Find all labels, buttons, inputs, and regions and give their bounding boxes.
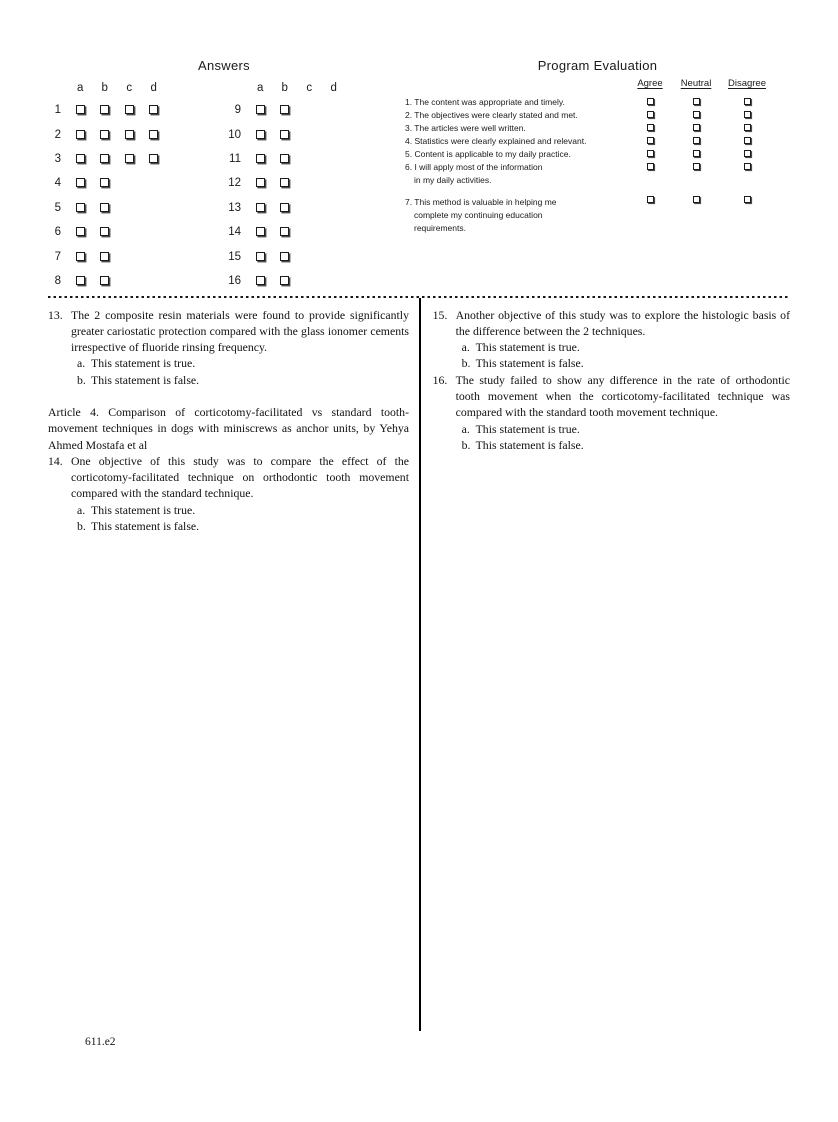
eval-box-cell <box>627 187 673 203</box>
answer-checkbox-q6-a[interactable] <box>76 227 85 236</box>
answer-option-b <box>462 355 790 371</box>
answer-checkbox-q15-a[interactable] <box>256 252 265 261</box>
answer-checkbox-q4-a[interactable] <box>76 178 85 187</box>
eval-checkbox-1-disagree[interactable] <box>744 98 751 105</box>
question-text: Another objective of this study was to explore the histologic basis of the difference between the 2 techniques. <box>455 307 790 338</box>
eval-box-cell <box>673 96 719 105</box>
answer-row-number-15: 15 <box>228 250 241 263</box>
eval-checkbox-3-agree[interactable] <box>647 124 654 131</box>
answers-title: Answers <box>198 58 250 73</box>
answer-cell-13-a <box>256 199 265 217</box>
answer-col-header-b: b <box>281 82 288 94</box>
option-text: This statement is false. <box>91 519 200 534</box>
answer-option-a <box>77 502 409 518</box>
answer-cell-9-b <box>280 101 289 119</box>
option-letter: b. <box>461 437 471 452</box>
answer-cell-1-d <box>149 101 158 119</box>
answer-checkbox-q14-b[interactable] <box>280 227 289 236</box>
option-letter: b. <box>77 372 86 387</box>
option-text: This statement is true. <box>475 421 580 436</box>
answer-checkbox-q10-b[interactable] <box>280 130 289 139</box>
eval-box-cell <box>673 148 719 157</box>
answer-option-b <box>77 372 409 388</box>
answer-checkbox-q15-b[interactable] <box>280 252 289 261</box>
answer-cell-11-a <box>256 150 265 168</box>
answer-checkbox-q1-a[interactable] <box>76 105 85 114</box>
eval-item-line: complete my continuing education <box>414 210 543 220</box>
answer-cell-7-a <box>76 248 85 266</box>
eval-item-5 <box>405 148 627 161</box>
eval-item-3 <box>405 122 627 135</box>
answers-grids <box>48 78 346 293</box>
answer-row-number-5: 5 <box>54 201 61 214</box>
eval-box-cell <box>719 109 775 118</box>
answer-checkbox-q2-a[interactable] <box>76 130 85 139</box>
eval-checkbox-1-neutral[interactable] <box>693 98 700 105</box>
answer-row-number-12: 12 <box>228 177 241 190</box>
eval-checkbox-5-agree[interactable] <box>647 150 654 157</box>
eval-checkbox-2-disagree[interactable] <box>744 111 751 118</box>
eval-col-header-label: Disagree <box>727 78 767 89</box>
answer-row-number-14: 14 <box>228 226 241 239</box>
answer-checkbox-q2-b[interactable] <box>100 130 109 139</box>
question-body <box>456 307 790 372</box>
answer-cell-2-d <box>149 126 158 144</box>
answer-cell-8-a <box>76 272 85 290</box>
answer-row-number-8: 8 <box>54 274 61 287</box>
eval-item-line: 1. The content was appropriate and timely. <box>405 97 565 107</box>
answer-checkbox-q8-a[interactable] <box>76 276 85 285</box>
option-text: This statement is true. <box>91 502 196 517</box>
eval-box-cell <box>627 148 673 157</box>
answer-cell-1-c <box>125 101 134 119</box>
answer-checkbox-q13-a[interactable] <box>256 203 265 212</box>
eval-box-cell <box>673 135 719 144</box>
answer-checkbox-q16-a[interactable] <box>256 276 265 285</box>
answers-grid-left <box>48 78 166 293</box>
answer-checkbox-q6-b[interactable] <box>100 227 109 236</box>
article-heading: Article 4. Comparison of corticotomy-facilitated vs standard tooth-movement techniques in dogs with miniscrews as anchor units, by Yehya Ahmed Mostafa et al <box>48 404 409 452</box>
eval-checkbox-3-neutral[interactable] <box>693 124 700 131</box>
answer-cell-14-b <box>280 223 289 241</box>
answer-checkbox-q13-b[interactable] <box>280 203 289 212</box>
answer-checkbox-q10-a[interactable] <box>256 130 265 139</box>
eval-checkbox-2-agree[interactable] <box>647 111 654 118</box>
answer-checkbox-q12-b[interactable] <box>280 178 289 187</box>
question-13 <box>48 307 409 388</box>
question-number: 15. <box>432 307 448 322</box>
eval-item-7 <box>405 187 627 235</box>
eval-box-cell <box>719 187 775 203</box>
answer-checkbox-q9-a[interactable] <box>256 105 265 114</box>
eval-box-cell <box>673 122 719 131</box>
answer-row-number-3: 3 <box>54 152 61 165</box>
answer-row-number-11: 11 <box>229 152 241 165</box>
answer-cell-7-b <box>100 248 109 266</box>
answer-checkbox-q7-b[interactable] <box>100 252 109 261</box>
answer-col-header-d: d <box>150 82 157 94</box>
eval-col-header-agree <box>627 78 673 96</box>
option-text: This statement is true. <box>475 340 580 355</box>
eval-item-line: 5. Content is applicable to my daily practice. <box>405 149 571 159</box>
eval-checkbox-2-neutral[interactable] <box>693 111 700 118</box>
answer-option-a <box>462 339 790 355</box>
answer-checkbox-q7-a[interactable] <box>76 252 85 261</box>
eval-col-header-label: Neutral <box>680 78 712 89</box>
answer-cell-5-a <box>76 199 85 217</box>
answer-cell-9-a <box>256 101 265 119</box>
eval-box-cell <box>719 135 775 144</box>
answer-cell-3-a <box>76 150 85 168</box>
answer-checkbox-q16-b[interactable] <box>280 276 289 285</box>
eval-box-cell <box>627 96 673 105</box>
answer-cell-4-b <box>100 174 109 192</box>
eval-item-line: 3. The articles were well written. <box>405 123 526 133</box>
eval-box-cell <box>627 109 673 118</box>
question-text: The 2 composite resin materials were found to provide significantly greater cariostatic protection compared with the glass ionomer cements irrespective of fluoride rinsing frequency. <box>71 307 409 355</box>
answer-checkbox-q14-a[interactable] <box>256 227 265 236</box>
answer-cell-6-b <box>100 223 109 241</box>
option-letter: a. <box>461 340 470 355</box>
answer-row-number-13: 13 <box>228 201 241 214</box>
eval-checkbox-4-disagree[interactable] <box>744 137 751 144</box>
eval-item-4 <box>405 135 627 148</box>
eval-box-cell <box>719 148 775 157</box>
answer-option-b <box>462 437 790 453</box>
eval-item-2 <box>405 109 627 122</box>
answer-col-header-d: d <box>330 82 337 94</box>
answer-option-b <box>77 518 409 534</box>
answer-cell-15-b <box>280 248 289 266</box>
answer-cell-15-a <box>256 248 265 266</box>
answer-row-number-7: 7 <box>54 250 61 263</box>
answer-checkbox-q1-d[interactable] <box>149 105 158 114</box>
answer-cell-14-a <box>256 223 265 241</box>
question-14 <box>48 453 409 534</box>
eval-box-cell <box>719 161 775 170</box>
answer-cell-1-b <box>100 101 109 119</box>
answer-cell-12-a <box>256 174 265 192</box>
answer-checkbox-q1-b[interactable] <box>100 105 109 114</box>
answer-cell-16-a <box>256 272 265 290</box>
question-number: 14. <box>48 453 63 468</box>
answer-checkbox-q3-b[interactable] <box>100 154 109 163</box>
eval-item-line: 2. The objectives were clearly stated and met. <box>405 110 578 120</box>
answer-cell-2-c <box>125 126 134 144</box>
evaluation-table <box>405 78 790 235</box>
answer-row-number-9: 9 <box>234 104 241 117</box>
answer-cell-1-a <box>76 101 85 119</box>
answer-checkbox-q11-b[interactable] <box>280 154 289 163</box>
answer-cell-3-b <box>100 150 109 168</box>
option-letter: a. <box>77 502 86 517</box>
eval-box-cell <box>673 109 719 118</box>
eval-box-cell <box>719 96 775 105</box>
form-header-section <box>48 58 790 296</box>
answer-col-header-c: c <box>126 82 133 94</box>
answer-cell-12-b <box>280 174 289 192</box>
answer-cell-16-b <box>280 272 289 290</box>
answer-cell-5-b <box>100 199 109 217</box>
eval-item-1 <box>405 96 627 109</box>
answer-checkbox-q5-a[interactable] <box>76 203 85 212</box>
eval-checkbox-5-neutral[interactable] <box>693 150 700 157</box>
answer-cell-2-a <box>76 126 85 144</box>
answer-col-header-a: a <box>77 82 84 94</box>
answer-checkbox-q4-b[interactable] <box>100 178 109 187</box>
answer-row-number-4: 4 <box>54 177 61 190</box>
question-body <box>456 372 790 453</box>
eval-col-header-neutral <box>673 78 719 96</box>
eval-checkbox-5-disagree[interactable] <box>744 150 751 157</box>
answers-grid-right <box>228 78 346 293</box>
eval-checkbox-1-agree[interactable] <box>647 98 654 105</box>
option-letter: b. <box>77 519 86 534</box>
eval-checkbox-4-agree[interactable] <box>647 137 654 144</box>
answer-row-number-2: 2 <box>54 128 61 141</box>
answer-col-header-b: b <box>101 82 108 94</box>
question-number: 16. <box>432 372 448 387</box>
eval-item-line: 4. Statistics were clearly explained and relevant. <box>405 136 587 146</box>
answer-checkbox-q3-a[interactable] <box>76 154 85 163</box>
eval-box-cell <box>627 135 673 144</box>
eval-box-cell <box>627 161 673 170</box>
eval-checkbox-7-neutral[interactable] <box>693 196 700 203</box>
option-text: This statement is true. <box>91 356 196 371</box>
eval-item-line: in my daily activities. <box>414 175 492 185</box>
option-letter: a. <box>461 421 470 436</box>
answer-row-number-6: 6 <box>54 226 61 239</box>
eval-checkbox-6-disagree[interactable] <box>744 163 751 170</box>
answer-row-number-16: 16 <box>228 274 241 287</box>
option-letter: a. <box>77 356 86 371</box>
question-body <box>71 307 409 388</box>
question-15 <box>433 307 790 372</box>
answer-checkbox-q2-c[interactable] <box>125 130 134 139</box>
eval-box-cell <box>673 161 719 170</box>
answer-cell-8-b <box>100 272 109 290</box>
eval-item-line: 6. I will apply most of the information <box>405 162 543 172</box>
answer-checkbox-q3-d[interactable] <box>149 154 158 163</box>
eval-checkbox-4-neutral[interactable] <box>693 137 700 144</box>
option-letter: b. <box>461 356 471 371</box>
answer-cell-3-c <box>125 150 134 168</box>
answers-section <box>48 58 346 296</box>
answer-col-header-a: a <box>257 82 264 94</box>
answer-cell-10-a <box>256 126 265 144</box>
answer-cell-13-b <box>280 199 289 217</box>
answer-row-number-1: 1 <box>54 104 61 117</box>
eval-box-cell <box>627 122 673 131</box>
answer-checkbox-q5-b[interactable] <box>100 203 109 212</box>
answer-checkbox-q2-d[interactable] <box>149 130 158 139</box>
answer-checkbox-q9-b[interactable] <box>280 105 289 114</box>
answer-cell-3-d <box>149 150 158 168</box>
answer-cell-2-b <box>100 126 109 144</box>
eval-box-cell <box>719 122 775 131</box>
program-evaluation-section <box>405 58 790 296</box>
question-body <box>71 453 409 534</box>
questions-section <box>48 298 790 1031</box>
eval-checkbox-6-neutral[interactable] <box>693 163 700 170</box>
question-16 <box>433 372 790 453</box>
question-text: The study failed to show any difference in the rate of orthodontic tooth movement when the corticotomy-facilitated technique was compared with the standard tooth movement technique. <box>455 372 790 420</box>
answer-cell-10-b <box>280 126 289 144</box>
answer-option-a <box>77 355 409 371</box>
answer-cell-4-a <box>76 174 85 192</box>
questions-column-left <box>48 298 419 1031</box>
questions-column-right <box>421 298 790 1031</box>
eval-col-header-disagree <box>719 78 775 96</box>
program-evaluation-title: Program Evaluation <box>537 58 658 73</box>
question-text: One objective of this study was to compare the effect of the corticotomy-facilitated technique on orthodontic tooth movement compared with the standard technique. <box>71 453 409 501</box>
answer-option-a <box>462 421 790 437</box>
answer-row-number-10: 10 <box>228 128 241 141</box>
answer-cell-11-b <box>280 150 289 168</box>
answer-checkbox-q11-a[interactable] <box>256 154 265 163</box>
page-number: 611.e2 <box>85 1035 116 1048</box>
option-text: This statement is false. <box>91 372 200 387</box>
answer-col-header-c: c <box>306 82 313 94</box>
answer-checkbox-q1-c[interactable] <box>125 105 134 114</box>
eval-item-line: requirements. <box>414 223 466 233</box>
eval-checkbox-7-agree[interactable] <box>647 196 654 203</box>
answer-cell-6-a <box>76 223 85 241</box>
eval-col-header-label: Agree <box>637 78 663 89</box>
eval-item-line: 7. This method is valuable in helping me <box>405 197 557 207</box>
answer-checkbox-q3-c[interactable] <box>125 154 134 163</box>
option-text: This statement is false. <box>475 356 584 371</box>
eval-checkbox-7-disagree[interactable] <box>744 196 751 203</box>
eval-checkbox-3-disagree[interactable] <box>744 124 751 131</box>
answer-checkbox-q12-a[interactable] <box>256 178 265 187</box>
eval-box-cell <box>673 187 719 203</box>
option-text: This statement is false. <box>475 437 584 452</box>
eval-item-6 <box>405 161 627 187</box>
answer-checkbox-q8-b[interactable] <box>100 276 109 285</box>
question-number: 13. <box>48 307 63 322</box>
eval-checkbox-6-agree[interactable] <box>647 163 654 170</box>
